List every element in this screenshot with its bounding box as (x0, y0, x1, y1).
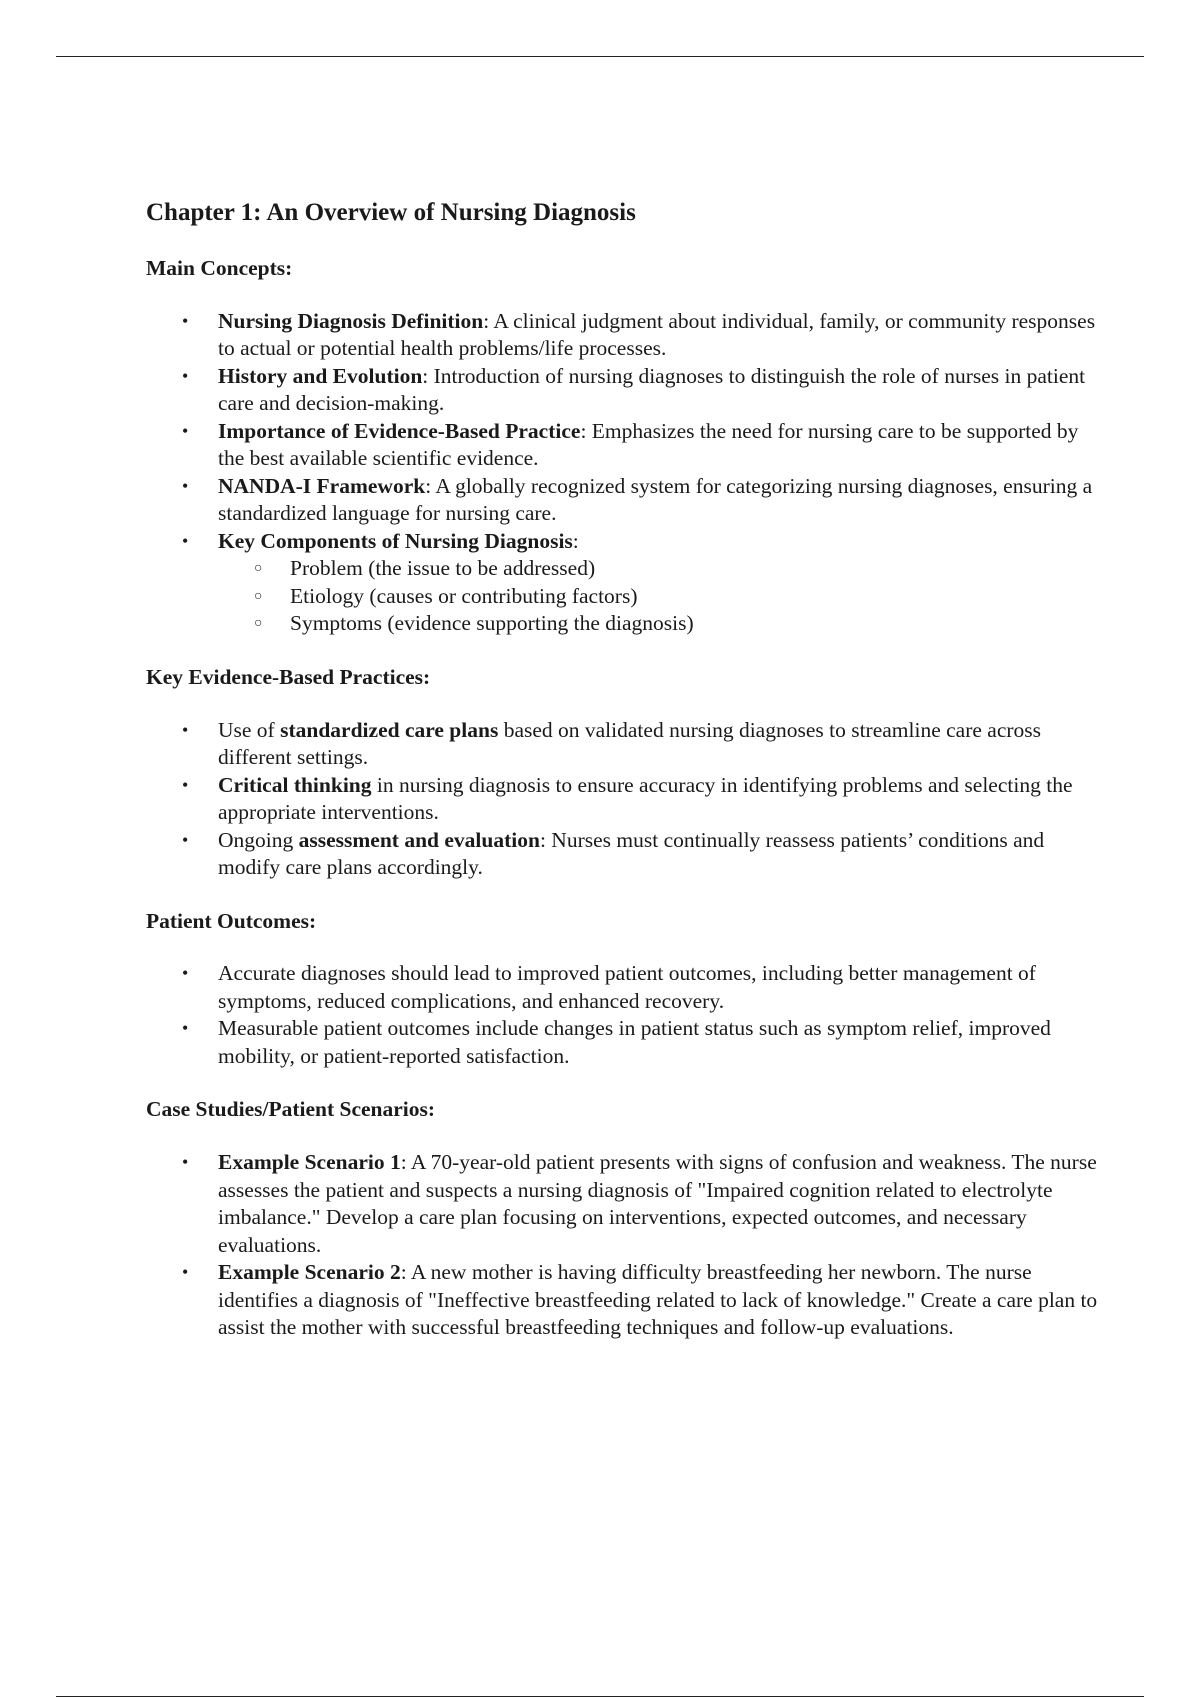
bullet-icon: • (182, 365, 189, 386)
main-concepts-list (146, 308, 1106, 638)
top-rule (56, 56, 1144, 57)
section-heading-evidence: Key Evidence-Based Practices: (146, 664, 431, 689)
bullet-icon: • (182, 420, 189, 441)
list-item: • Key Components of Nursing Diagnosis: ○ Problem (the issue to be addressed) ○ Etiology (causes or contributing factors) ○ Symptoms (evidence supporting the diagnosis) (218, 528, 1106, 638)
cases-list (146, 1149, 1106, 1342)
chapter-title: Chapter 1: An Overview of Nursing Diagnosis (146, 199, 636, 226)
sub-list-item: ○ Problem (the issue to be addressed) (290, 555, 1106, 583)
list-item: • Nursing Diagnosis Definition: A clinical judgment about individual, family, or community responses to actual or potential health problems/life processes. (182, 308, 1096, 361)
outcomes-list (146, 960, 1106, 1070)
circle-bullet-icon: ○ (254, 616, 263, 632)
bullet-icon: • (182, 719, 189, 740)
bottom-rule (56, 1696, 1144, 1697)
list-item: • Use of standardized care plans based on validated nursing diagnoses to streamline care across different settings. (182, 717, 1042, 770)
list-item: • Measurable patient outcomes include changes in patient status such as symptom relief, improved mobility, or patient-reported satisfaction. (182, 1016, 1051, 1068)
list-item: • Critical thinking in nursing diagnosis to ensure accuracy in identifying problems and selecting the appropriate interventions. (182, 772, 1073, 825)
document-body (146, 198, 1106, 1369)
list-item: • Example Scenario 2: A new mother is having difficulty breastfeeding her newborn. The nurse identifies a diagnosis of "Ineffective breastfeeding related to lack of knowledge." Create a care plan to assist the mother with successful breastfeeding techniques and follow-up evaluations. (182, 1260, 1098, 1340)
list-item: • Accurate diagnoses should lead to improved patient outcomes, including better management of symptoms, reduced complications, and enhanced recovery. (182, 961, 1036, 1013)
section-heading-outcomes: Patient Outcomes: (146, 908, 317, 933)
bullet-icon: • (182, 530, 189, 551)
list-item: • Importance of Evidence-Based Practice: Emphasizes the need for nursing care to be supported by the best available scientific evidence. (182, 418, 1079, 471)
list-item: • Example Scenario 1: A 70-year-old patient presents with signs of confusion and weakness. The nurse assesses the patient and suspects a nursing diagnosis of "Impaired cognition related to electrolyte imbalance." Develop a care plan focusing on interventions, expected outcomes, and necessary evaluations. (182, 1150, 1097, 1257)
section-heading-main-concepts: Main Concepts: (146, 256, 293, 280)
bullet-icon: • (182, 1018, 189, 1039)
bullet-icon: • (182, 963, 189, 984)
bullet-icon: • (182, 774, 189, 795)
bullet-icon: • (182, 829, 189, 850)
list-item: • NANDA-I Framework: A globally recognized system for categorizing nursing diagnoses, ensuring a standardized language for nursing care. (182, 473, 1093, 526)
list-item: • History and Evolution: Introduction of nursing diagnoses to distinguish the role of nurses in patient care and decision-making. (182, 363, 1086, 416)
bullet-icon: • (182, 475, 189, 496)
bullet-icon: • (182, 310, 189, 331)
bullet-icon: • (182, 1262, 189, 1283)
sub-list-item: ○ Symptoms (evidence supporting the diagnosis) (290, 610, 1106, 638)
circle-bullet-icon: ○ (254, 588, 263, 604)
section-heading-cases: Case Studies/Patient Scenarios: (146, 1097, 436, 1122)
circle-bullet-icon: ○ (254, 561, 263, 577)
evidence-list (146, 717, 1106, 882)
sub-list-item: ○ Etiology (causes or contributing factors) (290, 583, 1106, 611)
key-components-sublist (218, 555, 1106, 638)
bullet-icon: • (182, 1152, 189, 1173)
list-item: • Ongoing assessment and evaluation: Nurses must continually reassess patients’ conditions and modify care plans accordingly. (182, 827, 1045, 880)
